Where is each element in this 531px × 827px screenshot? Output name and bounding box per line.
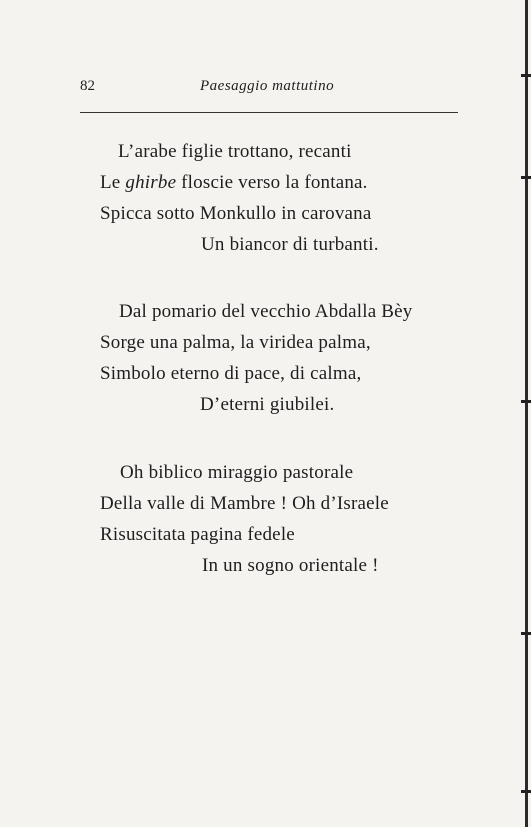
verse-line: Risuscitata pagina fedele xyxy=(100,524,295,545)
page-edge-mark xyxy=(521,400,531,403)
verse-line: Dal pomario del vecchio Abdalla Bèy xyxy=(119,301,413,322)
header-rule xyxy=(80,112,458,113)
stanza-2 xyxy=(100,296,413,420)
verse-line: Le ghirbe floscie verso la fontana. xyxy=(100,172,368,193)
italic-word: ghirbe xyxy=(125,172,177,193)
verse-line: Della valle di Mambre ! Oh d’Israele xyxy=(100,493,389,514)
page-header xyxy=(80,78,460,100)
page-edge-shadow xyxy=(525,0,528,827)
page-edge-mark xyxy=(521,176,531,179)
running-title: Paesaggio mattutino xyxy=(200,78,335,94)
verse-line: Sorge una palma, la viridea palma, xyxy=(100,332,371,353)
verse-line: Un biancor di turbanti. xyxy=(201,234,379,255)
verse-line: Simbolo eterno di pace, di calma, xyxy=(100,363,362,384)
page-edge-mark xyxy=(521,74,531,77)
verse-line: In un sogno orientale ! xyxy=(202,555,379,576)
page-edge-mark xyxy=(521,632,531,635)
verse-line: Spicca sotto Monkullo in carovana xyxy=(100,203,372,224)
verse-line: L’arabe figlie trottano, recanti xyxy=(118,141,352,162)
verse-line: D’eterni giubilei. xyxy=(200,394,335,415)
page-number: 82 xyxy=(80,78,95,94)
page-edge-mark xyxy=(521,790,531,793)
stanza-1 xyxy=(100,136,379,260)
verse-line: Oh biblico miraggio pastorale xyxy=(120,462,354,483)
stanza-3 xyxy=(100,457,389,581)
